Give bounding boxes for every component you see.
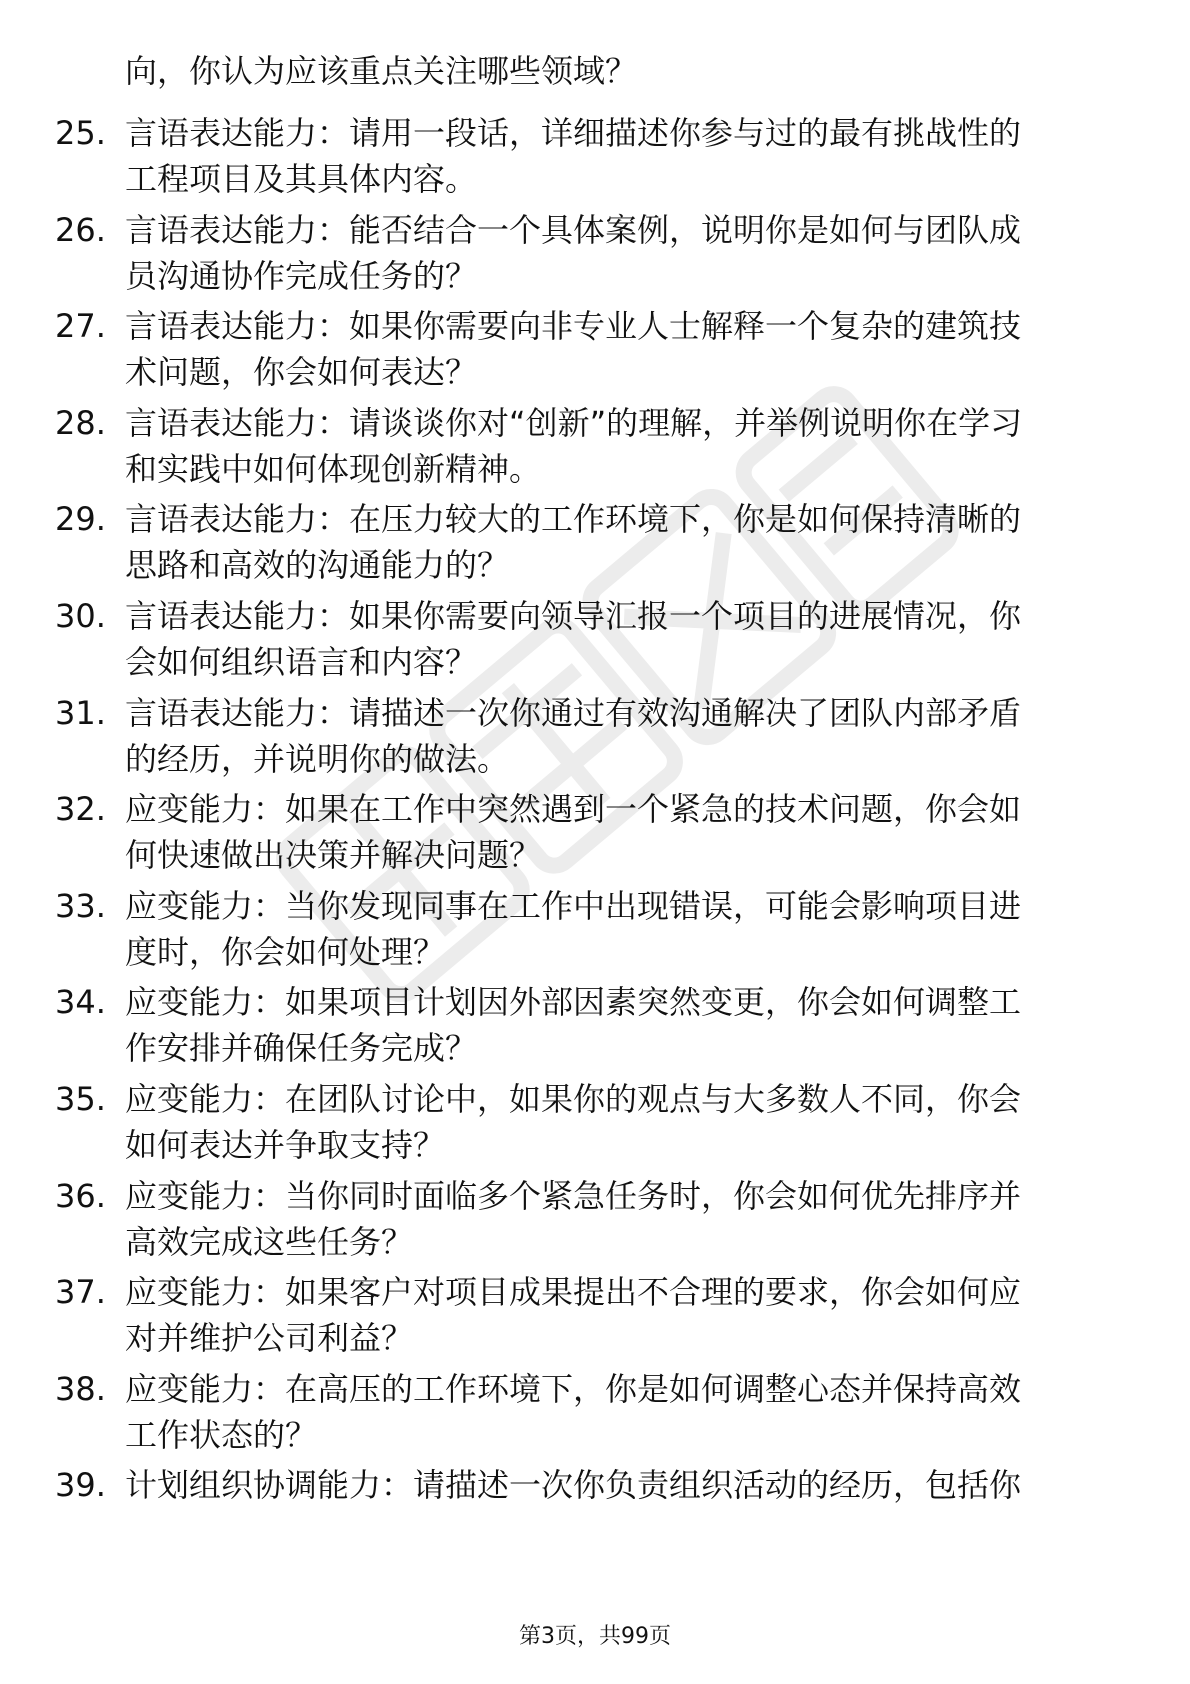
question-text-line: 应变能力：如果项目计划因外部因素突然变更，你会如何调整工	[125, 983, 1022, 1022]
question-text-line: 言语表达能力：请用一段话，详细描述你参与过的最有挑战性的	[125, 114, 1022, 152]
question-number: 35.	[55, 1080, 106, 1118]
question-text	[125, 1366, 1125, 1458]
question-text	[125, 496, 1125, 588]
question-text-line: 术问题，你会如何表达？	[125, 353, 478, 392]
question-text-line: 作安排并确保任务完成？	[125, 1029, 478, 1068]
question-text-line: 和实践中如何体现创新精神。	[125, 449, 542, 488]
question-number: 29.	[55, 500, 106, 539]
question-text-line: 言语表达能力：如果你需要向领导汇报一个项目的进展情况，你	[125, 597, 1022, 635]
question-text-line: 度时，你会如何处理？	[125, 932, 446, 971]
question-text-line: 应变能力：当你同时面临多个紧急任务时，你会如何优先排序并	[125, 1176, 1022, 1215]
question-text-line: 言语表达能力：请描述一次你通过有效沟通解决了团队内部矛盾	[125, 693, 1022, 732]
question-text-line: 计划组织协调能力：请描述一次你负责组织活动的经历，包括你	[125, 1466, 1022, 1505]
question-text	[125, 883, 1125, 975]
question-text-line: 应变能力：如果客户对项目成果提出不合理的要求，你会如何应	[125, 1273, 1022, 1312]
question-text-line: 对并维护公司利益？	[125, 1319, 414, 1358]
question-text-line: 何快速做出决策并解决问题？	[125, 836, 542, 875]
question-text	[125, 303, 1125, 395]
question-text	[125, 1076, 1125, 1168]
question-number: 36.	[55, 1176, 106, 1215]
question-text-line: 言语表达能力：能否结合一个具体案例，说明你是如何与团队成	[125, 210, 1022, 249]
question-text-line: 员沟通协作完成任务的？	[125, 256, 478, 295]
question-text	[125, 1173, 1125, 1265]
question-text-line: 会如何组织语言和内容？	[125, 643, 478, 681]
question-text	[125, 207, 1125, 299]
question-text-line: 言语表达能力：请谈谈你对“创新”的理解，并举例说明你在学习	[125, 403, 1023, 442]
question-text-line: 应变能力：如果在工作中突然遇到一个紧急的技术问题，你会如	[125, 790, 1022, 829]
question-number: 26.	[55, 210, 106, 249]
question-number: 39.	[55, 1466, 106, 1505]
question-text-line: 工程项目及其具体内容。	[125, 160, 478, 198]
question-text	[125, 979, 1125, 1071]
question-text	[125, 400, 1125, 492]
question-number: 38.	[55, 1369, 106, 1408]
continued-question-text: 向，你认为应该重点关注哪些领域？	[125, 52, 638, 90]
question-number: 30.	[55, 597, 106, 635]
question-text-line: 高效完成这些任务？	[125, 1222, 414, 1261]
question-text-line: 应变能力：当你发现同事在工作中出现错误，可能会影响项目进	[125, 886, 1022, 925]
page-footer: 第3页，共99页	[519, 1624, 671, 1649]
question-number: 32.	[55, 790, 106, 829]
question-number: 28.	[55, 403, 106, 442]
question-number: 27.	[55, 307, 106, 346]
question-text	[125, 690, 1125, 782]
question-text	[125, 110, 1125, 202]
question-text	[125, 786, 1125, 878]
question-text-line: 思路和高效的沟通能力的？	[125, 546, 510, 585]
question-number: 34.	[55, 983, 106, 1022]
question-text-line: 如何表达并争取支持？	[125, 1126, 446, 1164]
question-text	[125, 593, 1125, 685]
question-text	[125, 1462, 1125, 1508]
question-text	[125, 1269, 1125, 1361]
question-number: 33.	[55, 886, 106, 925]
question-text-line: 工作状态的？	[125, 1415, 318, 1454]
question-text-line: 应变能力：在高压的工作环境下，你是如何调整心态并保持高效	[125, 1369, 1022, 1408]
question-number: 25.	[55, 114, 106, 152]
question-text-line: 应变能力：在团队讨论中，如果你的观点与大多数人不同，你会	[125, 1080, 1022, 1118]
question-text-line: 的经历，并说明你的做法。	[125, 739, 510, 778]
question-text-line: 言语表达能力：在压力较大的工作环境下，你是如何保持清晰的	[125, 500, 1022, 539]
question-text-line: 言语表达能力：如果你需要向非专业人士解释一个复杂的建筑技	[125, 307, 1022, 346]
question-number: 31.	[55, 693, 106, 732]
question-number: 37.	[55, 1273, 106, 1312]
